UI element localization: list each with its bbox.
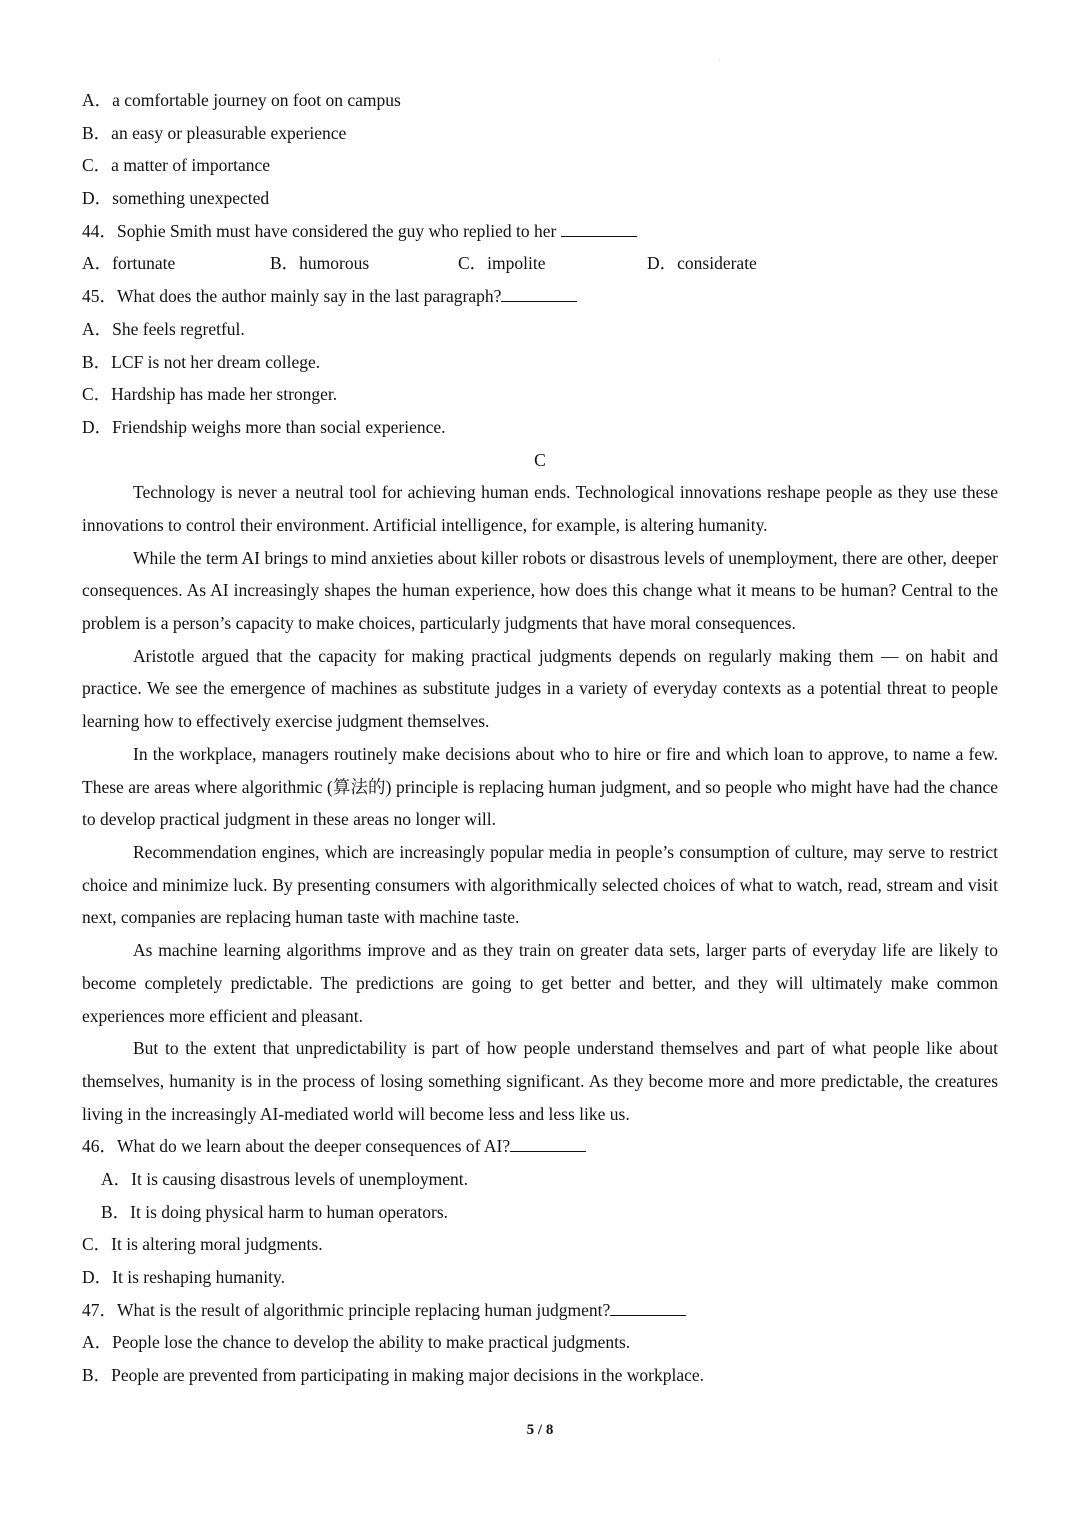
passage-paragraph-3: Aristotle argued that the capacity for making practical judgments depends on regularly making them — on habit and practice. We see the emergence of machines as substitute judges in a variety of everyday contexts as a potential threat to people learning how to effectively exercise judgment themselves. (82, 645, 998, 732)
q47-stem-text: 47．What is the result of algorithmic principle replacing human judgment? (82, 1299, 611, 1320)
q46-option-c: C．It is altering moral judgments. (82, 1234, 323, 1255)
passage-paragraph-7: But to the extent that unpredictability is part of how people understand themselves and part of what people like about themselves, humanity is in the process of losing something significant. As they become more and more predictable, the creatures living in the increasingly AI-mediated world will become less and less like us. (82, 1038, 998, 1124)
page-number (0, 1422, 1080, 1439)
q45-stem (82, 280, 998, 313)
passage-paragraph-5: Recommendation engines, which are increasingly popular media in people’s consumption of culture, may serve to restrict choice and minimize luck. By presenting consumers with algorithmically selected choices of what to watch, read, stream and visit next, companies are replacing human taste with machine taste. (82, 841, 998, 928)
answer-blank (510, 1131, 586, 1152)
exam-page-content (82, 84, 998, 1392)
q46-stem-text: 46．What do we learn about the deeper consequences of AI? (82, 1136, 511, 1157)
q44-option-a: A．fortunate (82, 253, 176, 274)
q44-option-b: B．humorous (270, 253, 370, 274)
q43-option-d: D．something unexpected (82, 188, 270, 209)
passage-paragraph-6: As machine learning algorithms improve and as they train on greater data sets, larger parts of everyday life are likely to become completely predictable. The predictions are going to get better and better, and they will ultimately make common experiences more efficient and pleasant. (82, 940, 998, 1026)
q47-stem (82, 1294, 998, 1327)
q46-stem (82, 1130, 998, 1163)
answer-blank (610, 1295, 686, 1316)
answer-blank (561, 216, 637, 237)
q46-option-a: A．It is causing disastrous levels of unemployment. (101, 1169, 468, 1189)
q43-option-a: A．a comfortable journey on foot on campus (82, 90, 401, 110)
q44-stem-text: 44．Sophie Smith must have considered the guy who replied to her (82, 220, 561, 241)
q45-stem-text: 45．What does the author mainly say in the last paragraph? (82, 286, 502, 307)
q45-option-c: C．Hardship has made her stronger. (82, 384, 338, 405)
q45-option-b: B．LCF is not her dream college. (82, 351, 321, 372)
passage-paragraph-2: While the term AI brings to mind anxieties about killer robots or disastrous levels of unemployment, there are other, deeper consequences. As AI increasingly shapes the human experience, how does this change what it means to be human? Central to the problem is a person’s capacity to make choices, particularly judgments that have moral consequences. (82, 547, 998, 634)
q44-options (82, 247, 998, 280)
q44-stem (82, 215, 998, 248)
scan-mark: · (718, 56, 721, 65)
current-page: 5 (526, 1422, 535, 1438)
q46-option-d: D．It is reshaping humanity. (82, 1267, 286, 1288)
q43-option-b: B．an easy or pleasurable experience (82, 122, 347, 143)
q45-option-d: D．Friendship weighs more than social experience. (82, 416, 446, 437)
q47-option-b: B．People are prevented from participating in making major decisions in the workplace. (82, 1365, 705, 1386)
q45-option-a: A．She feels regretful. (82, 318, 245, 339)
q43-option-c: C．a matter of importance (82, 155, 271, 176)
page-separator: / (534, 1422, 546, 1438)
passage-paragraph-4: In the workplace, managers routinely make decisions about who to hire or fire and which loan to approve, to name a few. These are areas where algorithmic (算法的) principle is replacing human judgment, and so people who might have had the chance to develop practical judgment in these areas no longer will. (82, 743, 998, 830)
answer-blank (501, 281, 577, 302)
q46-option-b: B．It is doing physical harm to human operators. (101, 1201, 449, 1222)
q44-option-d: D．considerate (647, 253, 757, 274)
section-label: C (534, 449, 546, 470)
total-pages: 8 (545, 1422, 554, 1438)
q47-option-a: A．People lose the chance to develop the ability to make practical judgments. (82, 1332, 631, 1353)
passage-paragraph-1: Technology is never a neutral tool for achieving human ends. Technological innovations reshape people as they use these innovations to control their environment. Artificial intelligence, for example, is altering humanity. (82, 482, 998, 535)
q44-option-c: C．impolite (458, 253, 546, 274)
